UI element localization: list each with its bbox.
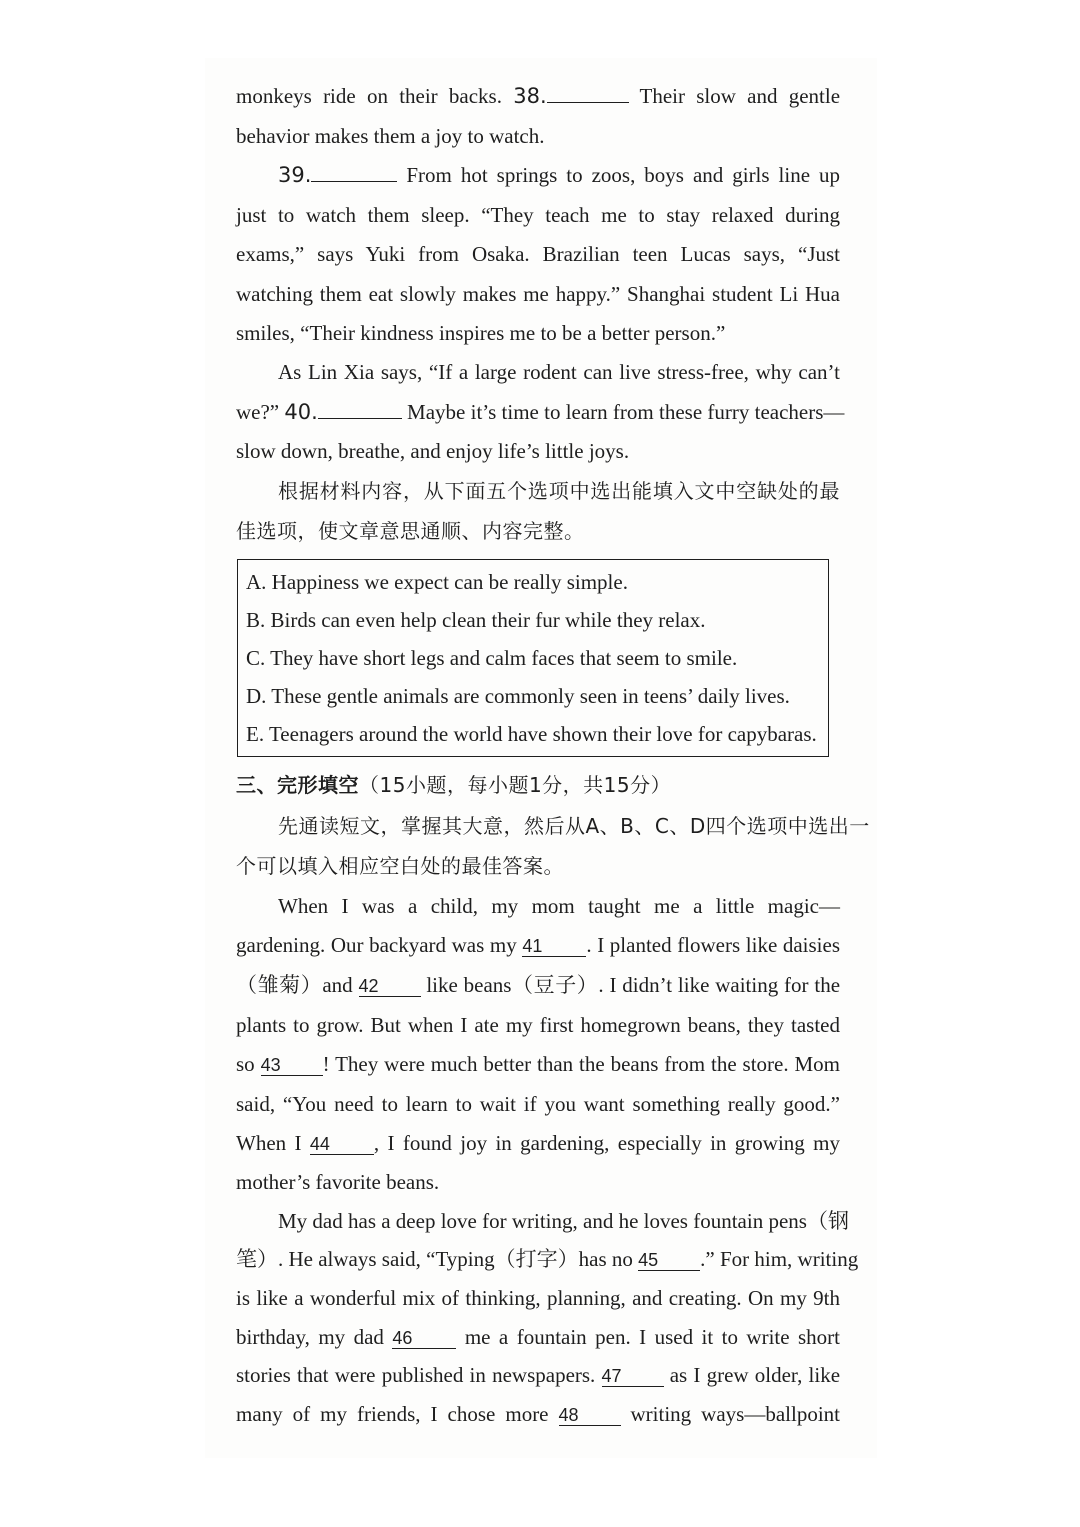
passage2-line-9: My dad has a deep love for writing, and he loves fountain pens（钢	[278, 1209, 849, 1233]
passage1-line-7: smiles, “Their kindness inspires me to be a better person.”	[236, 321, 726, 345]
passage2-line-14: many of my friends, I chose more 48 writing ways—ballpoint	[236, 1402, 840, 1426]
passage2-line-11: is like a wonderful mix of thinking, planning, and creating. On my 9th	[236, 1286, 840, 1310]
section-info: （15小题，每小题1分，共15分）	[359, 773, 672, 797]
section-3-heading	[236, 771, 840, 799]
passage2-line-13: stories that were published in newspapers. 47 as I grew older, like	[236, 1363, 841, 1387]
passage2-line-1: When I was a child, my mom taught me a little magic—	[278, 894, 840, 918]
section-3-directions-2: 个可以填入相应空白处的最佳答案。	[236, 854, 564, 878]
answer-blank-40[interactable]	[318, 398, 402, 419]
passage2-line-3: （雏菊）and 42 like beans（豆子）. I didn’t like waiting for the	[236, 973, 841, 997]
passage1-line-3: 39. From hot springs to zoos, boys and girls line up	[278, 163, 840, 187]
passage1-line-4: just to watch them sleep. “They teach me to stay relaxed during	[236, 203, 840, 227]
passage2-line-7: When I 44 , I found joy in gardening, especially in growing my	[236, 1131, 840, 1155]
section-title: 三、完形填空	[236, 773, 359, 797]
passage1-line-1: monkeys ride on their backs. 38. Their slow and gentle	[236, 84, 841, 108]
cloze-blank-48[interactable]: 48	[559, 1405, 621, 1426]
passage2-line-5: so 43 ! They were much better than the beans from the store. Mom	[236, 1052, 841, 1076]
cloze-blank-47[interactable]: 47	[602, 1366, 664, 1387]
option-b: B. Birds can even help clean their fur while they relax.	[246, 608, 706, 632]
passage1-line-6: watching them eat slowly makes me happy.” Shanghai student Li Hua	[236, 282, 840, 306]
passage2-line-4: plants to grow. But when I ate my first homegrown beans, they tasted	[236, 1013, 840, 1037]
instruction-line-2: 佳选项，使文章意思通顺、内容完整。	[236, 519, 585, 543]
passage2-line-8: mother’s favorite beans.	[236, 1170, 440, 1194]
passage2-line-10: 笔）. He always said, “Typing（打字）has no 45 .” For him, writing	[236, 1247, 859, 1271]
cloze-blank-41[interactable]: 41	[522, 936, 586, 957]
instruction-line-1: 根据材料内容，从下面五个选项中选出能填入文中空缺处的最	[278, 479, 840, 503]
cloze-blank-46[interactable]: 46	[392, 1328, 456, 1349]
cloze-blank-44[interactable]: 44	[310, 1134, 374, 1155]
passage1-line-5: exams,” says Yuki from Osaka. Brazilian teen Lucas says, “Just	[236, 242, 840, 266]
option-c: C. They have short legs and calm faces that seem to smile.	[246, 646, 738, 670]
cloze-blank-42[interactable]: 42	[359, 976, 421, 997]
answer-blank-39[interactable]	[311, 161, 397, 182]
section-3-directions-1: 先通读短文，掌握其大意，然后从A、B、C、D四个选项中选出一	[278, 814, 870, 838]
passage1-line-10: slow down, breathe, and enjoy life’s little joys.	[236, 439, 630, 463]
passage2-line-2: gardening. Our backyard was my 41 . I planted flowers like daisies	[236, 933, 841, 957]
passage1-line-2: behavior makes them a joy to watch.	[236, 124, 545, 148]
answer-blank-38[interactable]	[547, 82, 629, 103]
options-box	[237, 559, 829, 757]
cloze-blank-43[interactable]: 43	[261, 1055, 323, 1076]
cloze-blank-45[interactable]: 45	[638, 1250, 700, 1271]
passage1-line-8: As Lin Xia says, “If a large rodent can live stress-free, why can’t	[278, 360, 840, 384]
passage2-line-12: birthday, my dad 46 me a fountain pen. I used it to write short	[236, 1325, 841, 1349]
passage1-line-9: we?” 40. Maybe it’s time to learn from these furry teachers—	[236, 400, 845, 424]
option-e: E. Teenagers around the world have shown their love for capybaras.	[246, 722, 817, 746]
passage2-line-6: said, “You need to learn to wait if you want something really good.”	[236, 1092, 840, 1116]
option-d: D. These gentle animals are commonly seen in teens’ daily lives.	[246, 684, 790, 708]
option-a: A. Happiness we expect can be really simple.	[246, 570, 628, 594]
